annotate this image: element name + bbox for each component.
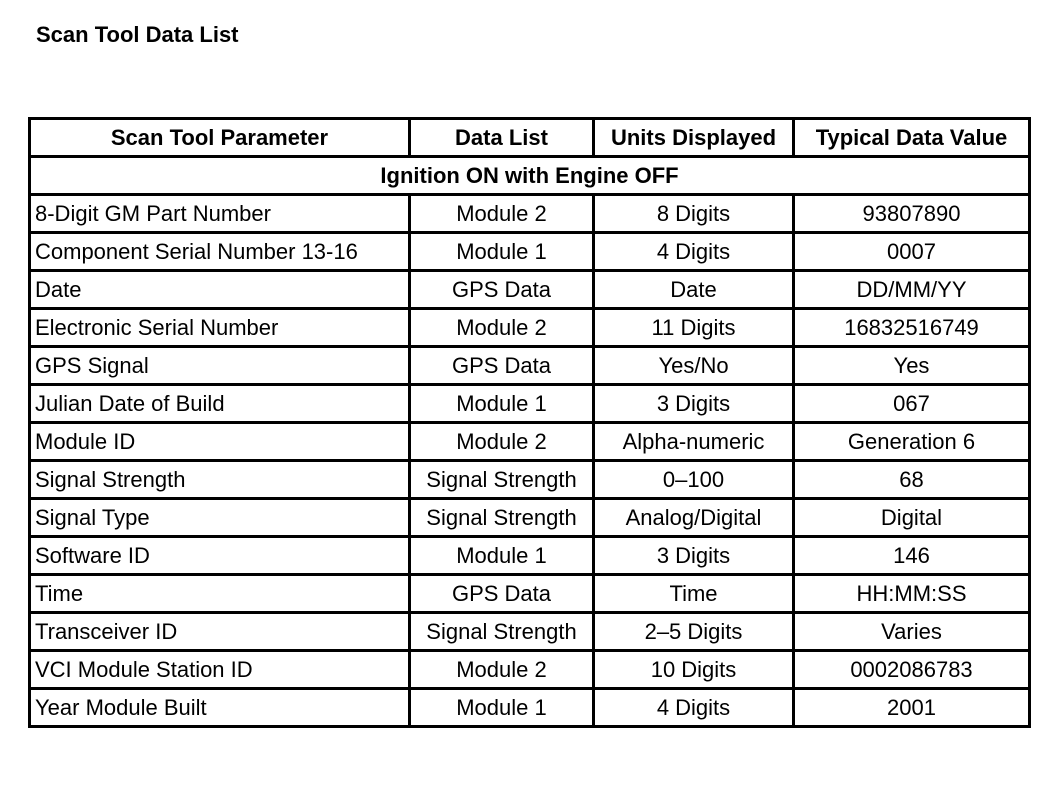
table-row — [30, 423, 1030, 461]
cell-typical-value: 0007 — [794, 233, 1030, 271]
cell-units: Analog/Digital — [594, 499, 794, 537]
cell-typical-value: 067 — [794, 385, 1030, 423]
cell-parameter: GPS Signal — [30, 347, 410, 385]
table-row — [30, 271, 1030, 309]
cell-units: 3 Digits — [594, 385, 794, 423]
cell-data-list: Module 1 — [410, 537, 594, 575]
table-row — [30, 309, 1030, 347]
scan-tool-data-table — [28, 117, 1031, 728]
cell-data-list: Module 1 — [410, 385, 594, 423]
cell-parameter: Transceiver ID — [30, 613, 410, 651]
cell-data-list: Module 2 — [410, 423, 594, 461]
cell-typical-value: DD/MM/YY — [794, 271, 1030, 309]
header-scan-tool-parameter: Scan Tool Parameter — [30, 119, 410, 157]
cell-parameter: VCI Module Station ID — [30, 651, 410, 689]
header-typical-data-value: Typical Data Value — [794, 119, 1030, 157]
cell-data-list: Module 2 — [410, 195, 594, 233]
cell-typical-value: HH:MM:SS — [794, 575, 1030, 613]
cell-parameter: Date — [30, 271, 410, 309]
cell-parameter: Software ID — [30, 537, 410, 575]
cell-units: Yes/No — [594, 347, 794, 385]
cell-parameter: Signal Strength — [30, 461, 410, 499]
table-row — [30, 689, 1030, 727]
cell-units: 4 Digits — [594, 689, 794, 727]
cell-data-list: GPS Data — [410, 575, 594, 613]
cell-units: 10 Digits — [594, 651, 794, 689]
cell-typical-value: 68 — [794, 461, 1030, 499]
cell-units: 4 Digits — [594, 233, 794, 271]
table-row — [30, 537, 1030, 575]
cell-parameter: 8-Digit GM Part Number — [30, 195, 410, 233]
cell-units: 11 Digits — [594, 309, 794, 347]
table-row — [30, 385, 1030, 423]
table-row — [30, 347, 1030, 385]
cell-parameter: Signal Type — [30, 499, 410, 537]
cell-data-list: Module 2 — [410, 309, 594, 347]
cell-parameter: Module ID — [30, 423, 410, 461]
section-label: Ignition ON with Engine OFF — [30, 157, 1030, 195]
table-row — [30, 233, 1030, 271]
table-header-row — [30, 119, 1030, 157]
cell-typical-value: 93807890 — [794, 195, 1030, 233]
section-row — [30, 157, 1030, 195]
cell-typical-value: Digital — [794, 499, 1030, 537]
cell-units: 8 Digits — [594, 195, 794, 233]
cell-data-list: Module 1 — [410, 689, 594, 727]
cell-units: 2–5 Digits — [594, 613, 794, 651]
table-row — [30, 499, 1030, 537]
table-row — [30, 461, 1030, 499]
cell-data-list: Signal Strength — [410, 461, 594, 499]
cell-data-list: Signal Strength — [410, 499, 594, 537]
cell-data-list: Module 1 — [410, 233, 594, 271]
cell-typical-value: 16832516749 — [794, 309, 1030, 347]
cell-typical-value: 0002086783 — [794, 651, 1030, 689]
cell-units: Date — [594, 271, 794, 309]
cell-data-list: GPS Data — [410, 347, 594, 385]
cell-typical-value: 146 — [794, 537, 1030, 575]
cell-parameter: Year Module Built — [30, 689, 410, 727]
cell-units: 0–100 — [594, 461, 794, 499]
cell-units: 3 Digits — [594, 537, 794, 575]
table-row — [30, 651, 1030, 689]
table-row — [30, 195, 1030, 233]
table-row — [30, 613, 1030, 651]
header-data-list: Data List — [410, 119, 594, 157]
cell-data-list: Signal Strength — [410, 613, 594, 651]
cell-data-list: GPS Data — [410, 271, 594, 309]
cell-parameter: Component Serial Number 13-16 — [30, 233, 410, 271]
cell-units: Alpha-numeric — [594, 423, 794, 461]
cell-units: Time — [594, 575, 794, 613]
cell-typical-value: Generation 6 — [794, 423, 1030, 461]
cell-parameter: Electronic Serial Number — [30, 309, 410, 347]
cell-typical-value: 2001 — [794, 689, 1030, 727]
cell-parameter: Time — [30, 575, 410, 613]
cell-typical-value: Yes — [794, 347, 1030, 385]
table-row — [30, 575, 1030, 613]
page-title: Scan Tool Data List — [36, 22, 239, 47]
cell-data-list: Module 2 — [410, 651, 594, 689]
header-units-displayed: Units Displayed — [594, 119, 794, 157]
cell-parameter: Julian Date of Build — [30, 385, 410, 423]
cell-typical-value: Varies — [794, 613, 1030, 651]
